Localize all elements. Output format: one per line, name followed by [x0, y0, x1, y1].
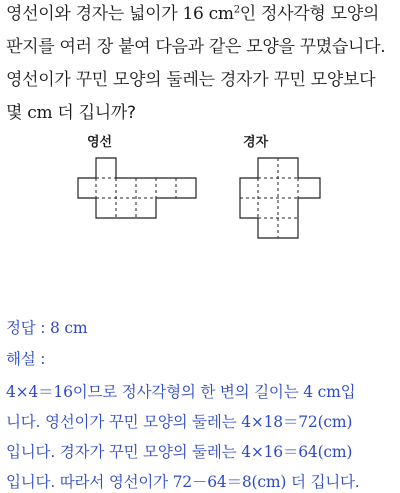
- question-text: 영선이와 경자는 넓이가: [6, 4, 183, 24]
- question-line-2: 판지를 여러 장 붙여 다음과 같은 모양을 꾸몄습니다.: [6, 37, 386, 57]
- question-line-3: 영선이가 꾸민 모양의 둘레는 경자가 꾸민 모양보다: [6, 70, 376, 90]
- figure-label-right: 경자: [243, 135, 269, 150]
- question-line-4: [6, 101, 396, 125]
- math-expression: 4 cm: [303, 383, 341, 401]
- question-line-1: [6, 2, 396, 26]
- area-value: 16 cm: [182, 4, 234, 24]
- unit-cm: cm: [27, 103, 53, 123]
- figure-label-left: 영선: [87, 135, 113, 150]
- math-expression: 72－64＝8(cm): [172, 473, 287, 491]
- explanation-line-2: [6, 412, 398, 432]
- explanation-line-4: [6, 472, 398, 492]
- explanation-text: 입니다. 따라서 영선이가: [6, 473, 173, 491]
- area-exponent: 2: [233, 4, 240, 16]
- answer-value: 8 cm: [50, 319, 88, 337]
- figure-gyeongja: [238, 156, 338, 246]
- question-text: 몇: [6, 103, 28, 123]
- explanation-line-3: [6, 442, 398, 462]
- figure-yeongseon: [76, 156, 216, 236]
- question-text: 더 깁니까?: [52, 103, 136, 123]
- answer-label: 정답 :: [6, 319, 51, 337]
- explanation-line-1: [6, 382, 398, 402]
- math-expression: 4×4＝16: [6, 383, 73, 401]
- explanation-text: 더 깁니다.: [286, 473, 360, 491]
- explanation-text: 이므로 정사각형의 한 변의 길이는: [72, 383, 304, 401]
- explanation-text: 니다. 영선이가 꾸민 모양의 둘레는: [6, 413, 242, 431]
- explanation-text: 입니다. 경자가 꾸민 모양의 둘레는: [6, 443, 242, 461]
- math-expression: 4×18＝72(cm): [241, 413, 353, 431]
- explanation-text: 입: [340, 383, 356, 401]
- explanation-label: 해설 :: [6, 350, 46, 368]
- question-text: 인 정사각형 모양의: [239, 4, 379, 24]
- math-expression: 4×16＝64(cm): [241, 443, 353, 461]
- answer-line: [6, 318, 398, 338]
